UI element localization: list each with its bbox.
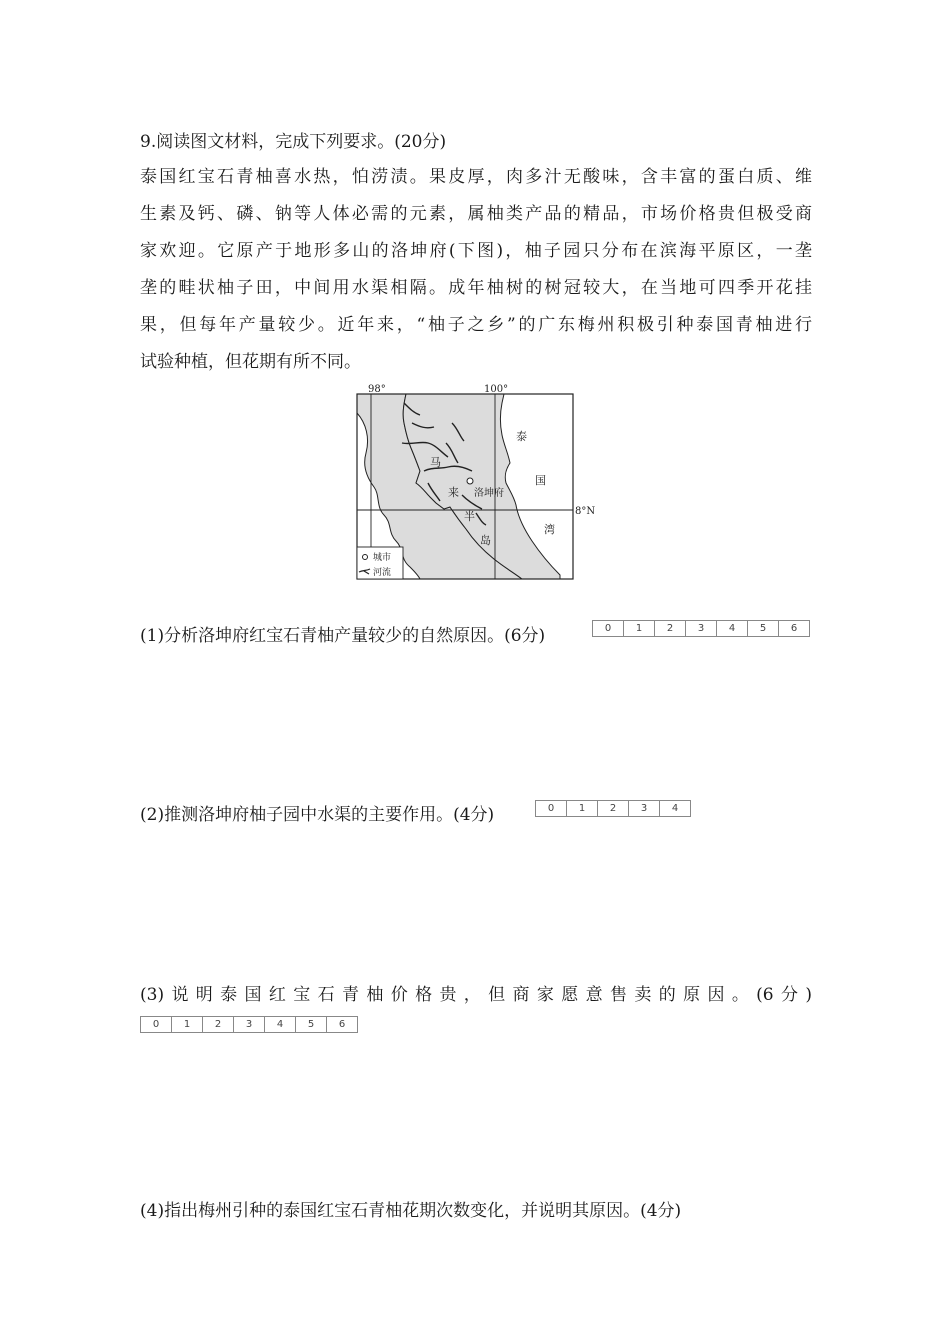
score-cell[interactable]: 4	[671, 803, 679, 814]
score-cell[interactable]: 1	[172, 1017, 203, 1032]
label-guo: 国	[535, 474, 546, 487]
score-cell[interactable]: 1	[567, 801, 598, 816]
score-cell[interactable]: 5	[748, 621, 779, 636]
score-box-3	[140, 1016, 358, 1033]
subquestion-1: (1)分析洛坤府红宝石青柚产量较少的自然原因。(6分)	[140, 626, 546, 646]
legend-city-icon	[363, 555, 368, 560]
material-line: 果，但每年产量较少。近年来，“柚子之乡”的广东梅州积极引种泰国青柚进行	[140, 315, 812, 335]
material-line: 垄的畦状柚子田，中间用水渠相隔。成年柚树的树冠较大，在当地可四季开花挂	[140, 278, 812, 298]
legend-river-label: 河流	[373, 568, 392, 578]
score-cell[interactable]: 3	[234, 1017, 265, 1032]
material-line: 试验种植，但花期有所不同。	[140, 352, 361, 372]
score-cell[interactable]: 0	[141, 1017, 172, 1032]
score-cell[interactable]: 4	[717, 621, 748, 636]
subquestion-4: (4)指出梅州引种的泰国红宝石青柚花期次数变化，并说明其原因。(4分)	[140, 1201, 682, 1221]
label-city: 洛坤府	[474, 488, 504, 499]
score-box-2	[535, 800, 691, 817]
lon-label-98: 98°	[368, 384, 386, 395]
label-ma: 马	[430, 456, 441, 469]
score-cell[interactable]: 0	[536, 801, 567, 816]
score-cell[interactable]: 0	[593, 621, 624, 636]
nakhon-map	[354, 383, 604, 587]
lon-label-100: 100°	[484, 384, 509, 395]
score-cell[interactable]: 3	[686, 621, 717, 636]
score-cell[interactable]: 6	[338, 1019, 346, 1030]
score-cell[interactable]: 5	[296, 1017, 327, 1032]
score-cell[interactable]: 2	[598, 801, 629, 816]
label-ban: 半	[464, 510, 475, 523]
score-cell[interactable]: 4	[265, 1017, 296, 1032]
lat-label-8n: 8°N	[575, 506, 596, 517]
subquestion-2: (2)推测洛坤府柚子园中水渠的主要作用。(4分)	[140, 805, 495, 825]
label-wan: 湾	[544, 523, 555, 536]
score-cell[interactable]: 3	[629, 801, 660, 816]
label-tai: 泰	[516, 430, 527, 443]
material-line: 生素及钙、磷、钠等人体必需的元素，属柚类产品的精品，市场价格贵但极受商	[140, 204, 812, 224]
question-material	[140, 159, 812, 381]
legend-city-label: 城市	[373, 553, 392, 563]
label-lai: 来	[448, 486, 459, 499]
score-cell[interactable]: 2	[203, 1017, 234, 1032]
material-line: 家欢迎。它原产于地形多山的洛坤府(下图)，柚子园只分布在滨海平原区，一垄	[140, 241, 812, 261]
score-cell[interactable]: 2	[655, 621, 686, 636]
score-cell[interactable]: 1	[624, 621, 655, 636]
material-line: 泰国红宝石青柚喜水热，怕涝渍。果皮厚，肉多汁无酸味，含丰富的蛋白质、维	[140, 167, 812, 187]
city-marker	[467, 478, 473, 484]
label-dao: 岛	[480, 534, 491, 547]
score-cell[interactable]: 6	[790, 623, 798, 634]
subquestion-3: (3)说明泰国红宝石青柚价格贵，但商家愿意售卖的原因。(6分)	[140, 985, 812, 1005]
question-title: 9.阅读图文材料，完成下列要求。(20分)	[140, 132, 447, 152]
score-box-1	[592, 620, 810, 637]
